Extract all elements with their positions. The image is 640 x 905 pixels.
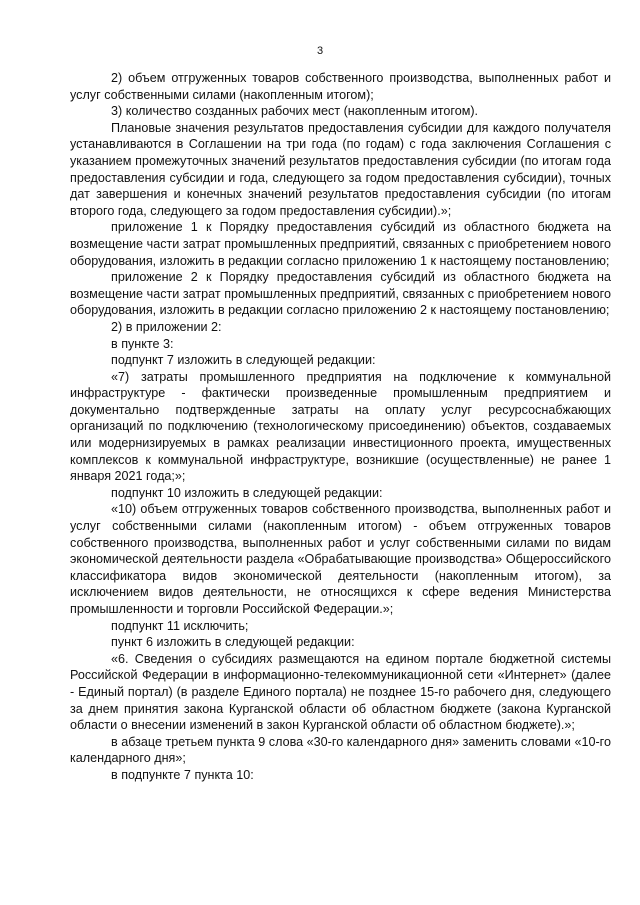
paragraph: «6. Сведения о субсидиях размещаются на едином портале бюджетной системы Российской Федерации в информационно-телекоммуникационной сети «Интернет» (далее - Единый портал) (в разделе Единого портала) не позднее 15-го рабочего дня, следующего за днем принятия закона Курганской области об областном бюджете (закона Курганской области о внесении изменений в закон Курганской области об областном бюджете).»; bbox=[70, 651, 611, 733]
paragraph: «10) объем отгруженных товаров собственного производства, выполненных работ и услуг собственными силами (накопленным итогом) - объем отгруженных товаров собственного производства, выполненных работ и услуг собственными силами по видам экономической деятельности раздела «Обрабатывающие производства» Общероссийского классификатора видов экономической деятельности (накопленным итогом), за исключением видов деятельности, не относящихся к сфере ведения Министерства промышленности и торговли Российской Федерации.»; bbox=[70, 502, 611, 616]
paragraph: «7) затраты промышленного предприятия на подключение к коммунальной инфраструктуре - фактически произведенные промышленным предприятием и документально подтвержденные затраты на оплату услуг ресурсоснабжающих организаций по подключению (технологическому присоединению) объектов, создаваемых или модернизируемых в рамках реализации инвестиционного проекта, имущественных комплексов к коммунальной инфраструктуре, возникшие (осуществленные) не ранее 1 января 2021 года;»; bbox=[70, 369, 611, 484]
paragraph: подпункт 7 изложить в следующей редакции: bbox=[111, 353, 376, 368]
paragraph: подпункт 10 изложить в следующей редакции: bbox=[111, 485, 383, 500]
document-body bbox=[70, 70, 611, 784]
paragraph: в абзаце третьем пункта 9 слова «30-го календарного дня» заменить словами «10-го календарного дня»; bbox=[70, 734, 611, 766]
paragraph: приложение 1 к Порядку предоставления субсидий из областного бюджета на возмещение части затрат промышленных предприятий, связанных с приобретением нового оборудования, изложить в редакции согласно приложению 1 к настоящему постановлению; bbox=[70, 220, 611, 268]
paragraph: в подпункте 7 пункта 10: bbox=[111, 767, 254, 782]
paragraph: 2) объем отгруженных товаров собственного производства, выполненных работ и услуг собственными силами (накопленным итогом); bbox=[70, 71, 611, 102]
paragraph: Плановые значения результатов предоставления субсидии для каждого получателя устанавливаются в Соглашении на три года (по годам) с года заключения Соглашения с указанием промежуточных значений результатов предоставления субсидии (по итогам года предоставления субсидии и года, следующего за годом предоставления субсидии), точных дат завершения и конечных значений результатов предоставления субсидии (по итогам второго года, следующего за годом предоставления субсидии).»; bbox=[70, 120, 611, 218]
paragraph: в пункте 3: bbox=[111, 336, 174, 351]
paragraph: 2) в приложении 2: bbox=[111, 319, 222, 334]
paragraph: подпункт 11 исключить; bbox=[111, 618, 249, 633]
paragraph: пункт 6 изложить в следующей редакции: bbox=[111, 635, 355, 650]
page-number: 3 bbox=[316, 45, 324, 57]
paragraph: приложение 2 к Порядку предоставления субсидий из областного бюджета на возмещение части затрат промышленных предприятий, связанных с приобретением нового оборудования, изложить в редакции согласно приложению 2 к настоящему постановлению; bbox=[70, 270, 611, 318]
paragraph: 3) количество созданных рабочих мест (накопленным итогом). bbox=[111, 104, 479, 119]
